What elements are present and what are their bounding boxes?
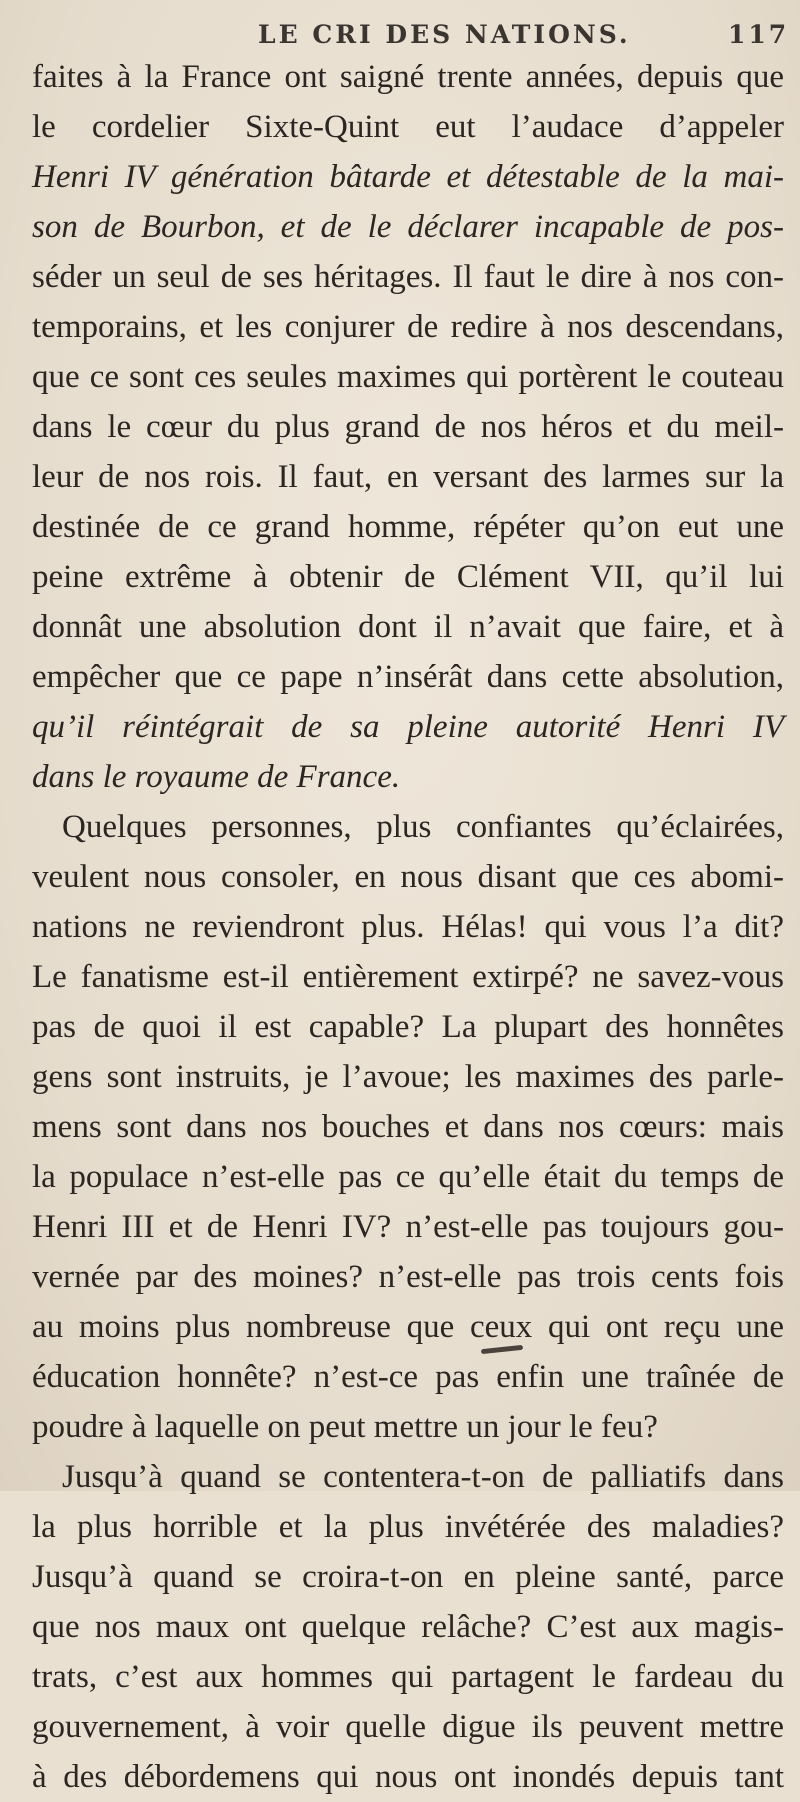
paragraph-start-line: Quelques personnes, plus confiantes qu’éclairées, (62, 809, 784, 845)
text-line: séder un seul de ses héritages. Il faut le dire à nos con- (32, 259, 784, 295)
text-line: la plus horrible et la plus invétérée des maladies? (32, 1509, 784, 1545)
text-line: donnât une absolution dont il n’avait que faire, et à (32, 609, 784, 645)
paragraph-start-line: Jusqu’à quand se contentera-t-on de palliatifs dans (62, 1459, 784, 1495)
text-line: éducation honnête? n’est-ce pas enfin une traînée de (32, 1359, 784, 1395)
page-number: 117 (728, 20, 790, 49)
text-line: à des débordemens qui nous ont inondés depuis tant (32, 1759, 784, 1795)
text-line: Henri IV génération bâtarde et détestable de la mai- (32, 159, 784, 195)
text-line: dans le cœur du plus grand de nos héros et du meil- (32, 409, 784, 445)
text-line: gouvernement, à voir quelle digue ils peuvent mettre (32, 1709, 784, 1745)
text-line: Jusqu’à quand se croira-t-on en pleine santé, parce (32, 1559, 784, 1595)
text-line: leur de nos rois. Il faut, en versant des larmes sur la (32, 459, 784, 495)
text-line: pas de quoi il est capable? La plupart des honnêtes (32, 1009, 784, 1045)
running-title: LE CRI DES NATIONS. (258, 20, 631, 49)
text-line: au moins plus nombreuse que ceux qui ont reçu une (32, 1309, 784, 1345)
text-line: temporains, et les conjurer de redire à nos descendans, (32, 309, 784, 345)
text-line: veulent nous consoler, en nous disant que ces abomi- (32, 859, 784, 895)
text-line: dans le royaume de France. (32, 759, 401, 795)
text-line: trats, c’est aux hommes qui partagent le fardeau du (32, 1659, 784, 1695)
text-line: mens sont dans nos bouches et dans nos cœurs: mais (32, 1109, 784, 1145)
text-line: Henri III et de Henri IV? n’est-elle pas toujours gou- (32, 1209, 784, 1245)
text-line: destinée de ce grand homme, répéter qu’on eut une (32, 509, 784, 545)
text-line: son de Bourbon, et de le déclarer incapable de pos- (32, 209, 784, 245)
text-line: la populace n’est-elle pas ce qu’elle était du temps de (32, 1159, 784, 1195)
text-line: que ce sont ces seules maximes qui portèrent le couteau (32, 359, 784, 395)
text-line: qu’il réintégrait de sa pleine autorité Henri IV (32, 709, 784, 745)
text-line: empêcher que ce pape n’insérât dans cette absolution, (32, 659, 784, 695)
text-line: poudre à laquelle on peut mettre un jour le feu? (32, 1409, 658, 1445)
page-header (0, 16, 800, 52)
text-line: Le fanatisme est-il entièrement extirpé? ne savez-vous (32, 959, 784, 995)
text-line: vernée par des moines? n’est-elle pas trois cents fois (32, 1259, 784, 1295)
text-line: faites à la France ont saigné trente années, depuis que (32, 59, 784, 95)
text-line: que nos maux ont quelque relâche? C’est aux magis- (32, 1609, 784, 1645)
text-line: nations ne reviendront plus. Hélas! qui vous l’a dit? (32, 909, 784, 945)
text-line: gens sont instruits, je l’avoue; les maximes des parle- (32, 1059, 784, 1095)
text-line: le cordelier Sixte-Quint eut l’audace d’appeler (32, 109, 784, 145)
text-line: peine extrême à obtenir de Clément VII, qu’il lui (32, 559, 784, 595)
body-text (32, 52, 784, 1802)
